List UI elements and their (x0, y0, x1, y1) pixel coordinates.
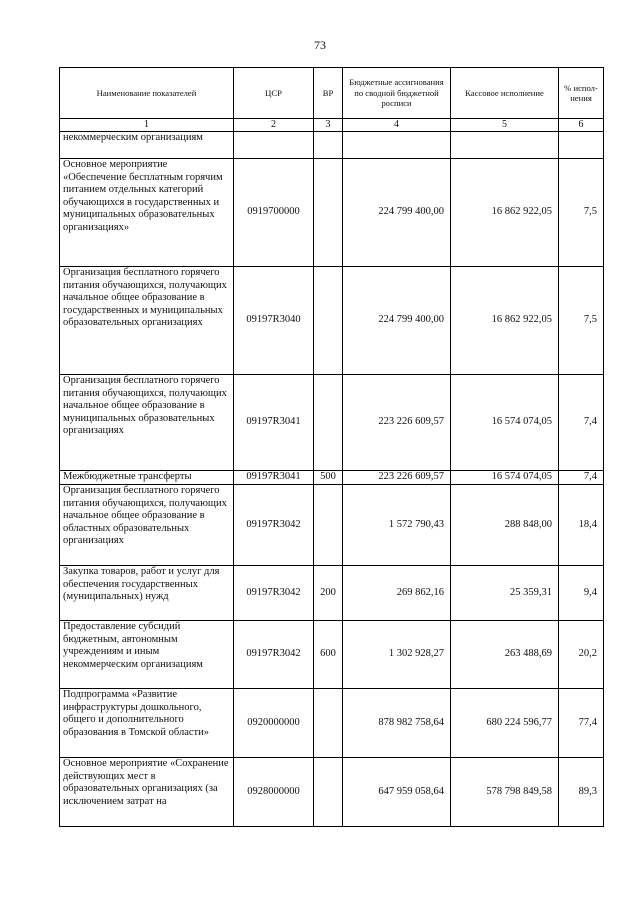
row-budget: 1 302 928,27 (343, 621, 451, 689)
row-csr: 09197R3042 (234, 566, 314, 621)
row-csr: 09197R3042 (234, 485, 314, 566)
column-number: 6 (559, 119, 604, 132)
row-name: Предоставление субсидий бюджетным, автономным учреждениям и иным некоммерческим организациям (60, 621, 234, 689)
row-name: Организация бесплатного горячего питания обучающихся, получающих начальное общее образование в муниципальных образовательных организациях (60, 375, 234, 471)
row-vr: 200 (314, 566, 343, 621)
row-vr (314, 689, 343, 758)
column-number: 5 (451, 119, 559, 132)
column-number-row (60, 119, 604, 132)
row-csr: 0928000000 (234, 758, 314, 827)
row-name: Межбюджетные трансферты (60, 471, 234, 485)
column-number: 3 (314, 119, 343, 132)
row-name: некоммерческим организациям (60, 132, 234, 159)
row-pct: 9,4 (559, 566, 604, 621)
row-cash (451, 132, 559, 159)
row-csr: 09197R3042 (234, 621, 314, 689)
row-budget: 647 959 058,64 (343, 758, 451, 827)
row-vr (314, 267, 343, 375)
row-cash: 16 574 074,05 (451, 375, 559, 471)
column-header-csr: ЦСР (234, 68, 314, 119)
row-pct: 7,5 (559, 159, 604, 267)
table-row (60, 267, 604, 375)
column-number: 2 (234, 119, 314, 132)
row-pct: 7,4 (559, 471, 604, 485)
row-cash: 16 862 922,05 (451, 159, 559, 267)
row-vr: 500 (314, 471, 343, 485)
row-csr: 09197R3040 (234, 267, 314, 375)
row-name: Закупка товаров, работ и услуг для обеспечения государственных (муниципальных) нужд (60, 566, 234, 621)
row-name: Организация бесплатного горячего питания обучающихся, получающих начальное общее образование в государственных и муниципальных образовательных организациях (60, 267, 234, 375)
row-pct: 7,5 (559, 267, 604, 375)
row-vr (314, 159, 343, 267)
row-csr: 09197R3041 (234, 375, 314, 471)
row-vr (314, 758, 343, 827)
row-budget: 223 226 609,57 (343, 375, 451, 471)
table-header-row (60, 68, 604, 119)
column-number: 4 (343, 119, 451, 132)
row-cash: 16 862 922,05 (451, 267, 559, 375)
row-name: Организация бесплатного горячего питания обучающихся, получающих начальное общее образование в областных образовательных организациях (60, 485, 234, 566)
column-header-vr: ВР (314, 68, 343, 119)
row-name: Основное мероприятие «Обеспечение бесплатным горячим питанием отдельных категорий обучающихся в государственных и муниципальных образовательных организациях» (60, 159, 234, 267)
table-row (60, 375, 604, 471)
row-pct: 18,4 (559, 485, 604, 566)
table-row (60, 159, 604, 267)
row-vr (314, 375, 343, 471)
row-pct (559, 132, 604, 159)
row-budget: 269 862,16 (343, 566, 451, 621)
row-budget: 878 982 758,64 (343, 689, 451, 758)
row-vr (314, 485, 343, 566)
row-name: Подпрограмма «Развитие инфраструктуры дошкольного, общего и дополнительного образования в Томской области» (60, 689, 234, 758)
table-row (60, 621, 604, 689)
row-budget: 1 572 790,43 (343, 485, 451, 566)
table-row (60, 566, 604, 621)
row-pct: 89,3 (559, 758, 604, 827)
row-cash: 16 574 074,05 (451, 471, 559, 485)
row-csr: 0920000000 (234, 689, 314, 758)
row-csr: 09197R3041 (234, 471, 314, 485)
column-header-pct: % испол-нения (559, 68, 604, 119)
budget-execution-table (59, 67, 604, 827)
row-vr: 600 (314, 621, 343, 689)
row-budget: 224 799 400,00 (343, 267, 451, 375)
row-cash: 680 224 596,77 (451, 689, 559, 758)
row-cash: 288 848,00 (451, 485, 559, 566)
column-number: 1 (60, 119, 234, 132)
table-row (60, 471, 604, 485)
table-row (60, 132, 604, 159)
row-budget (343, 132, 451, 159)
row-pct: 7,4 (559, 375, 604, 471)
column-header-cash: Кассовое исполнение (451, 68, 559, 119)
row-vr (314, 132, 343, 159)
row-pct: 77,4 (559, 689, 604, 758)
table-row (60, 689, 604, 758)
row-name: Основное мероприятие «Сохранение действующих мест в образовательных организациях (за исключением затрат на (60, 758, 234, 827)
row-csr (234, 132, 314, 159)
row-pct: 20,2 (559, 621, 604, 689)
column-header-name: Наименование показателей (60, 68, 234, 119)
row-budget: 224 799 400,00 (343, 159, 451, 267)
table-row (60, 758, 604, 827)
row-budget: 223 226 609,57 (343, 471, 451, 485)
row-cash: 578 798 849,58 (451, 758, 559, 827)
table-row (60, 485, 604, 566)
column-header-budget: Бюджетные ассигнования по сводной бюджетной росписи (343, 68, 451, 119)
row-cash: 263 488,69 (451, 621, 559, 689)
page-number: 73 (314, 38, 326, 52)
row-cash: 25 359,31 (451, 566, 559, 621)
row-csr: 0919700000 (234, 159, 314, 267)
